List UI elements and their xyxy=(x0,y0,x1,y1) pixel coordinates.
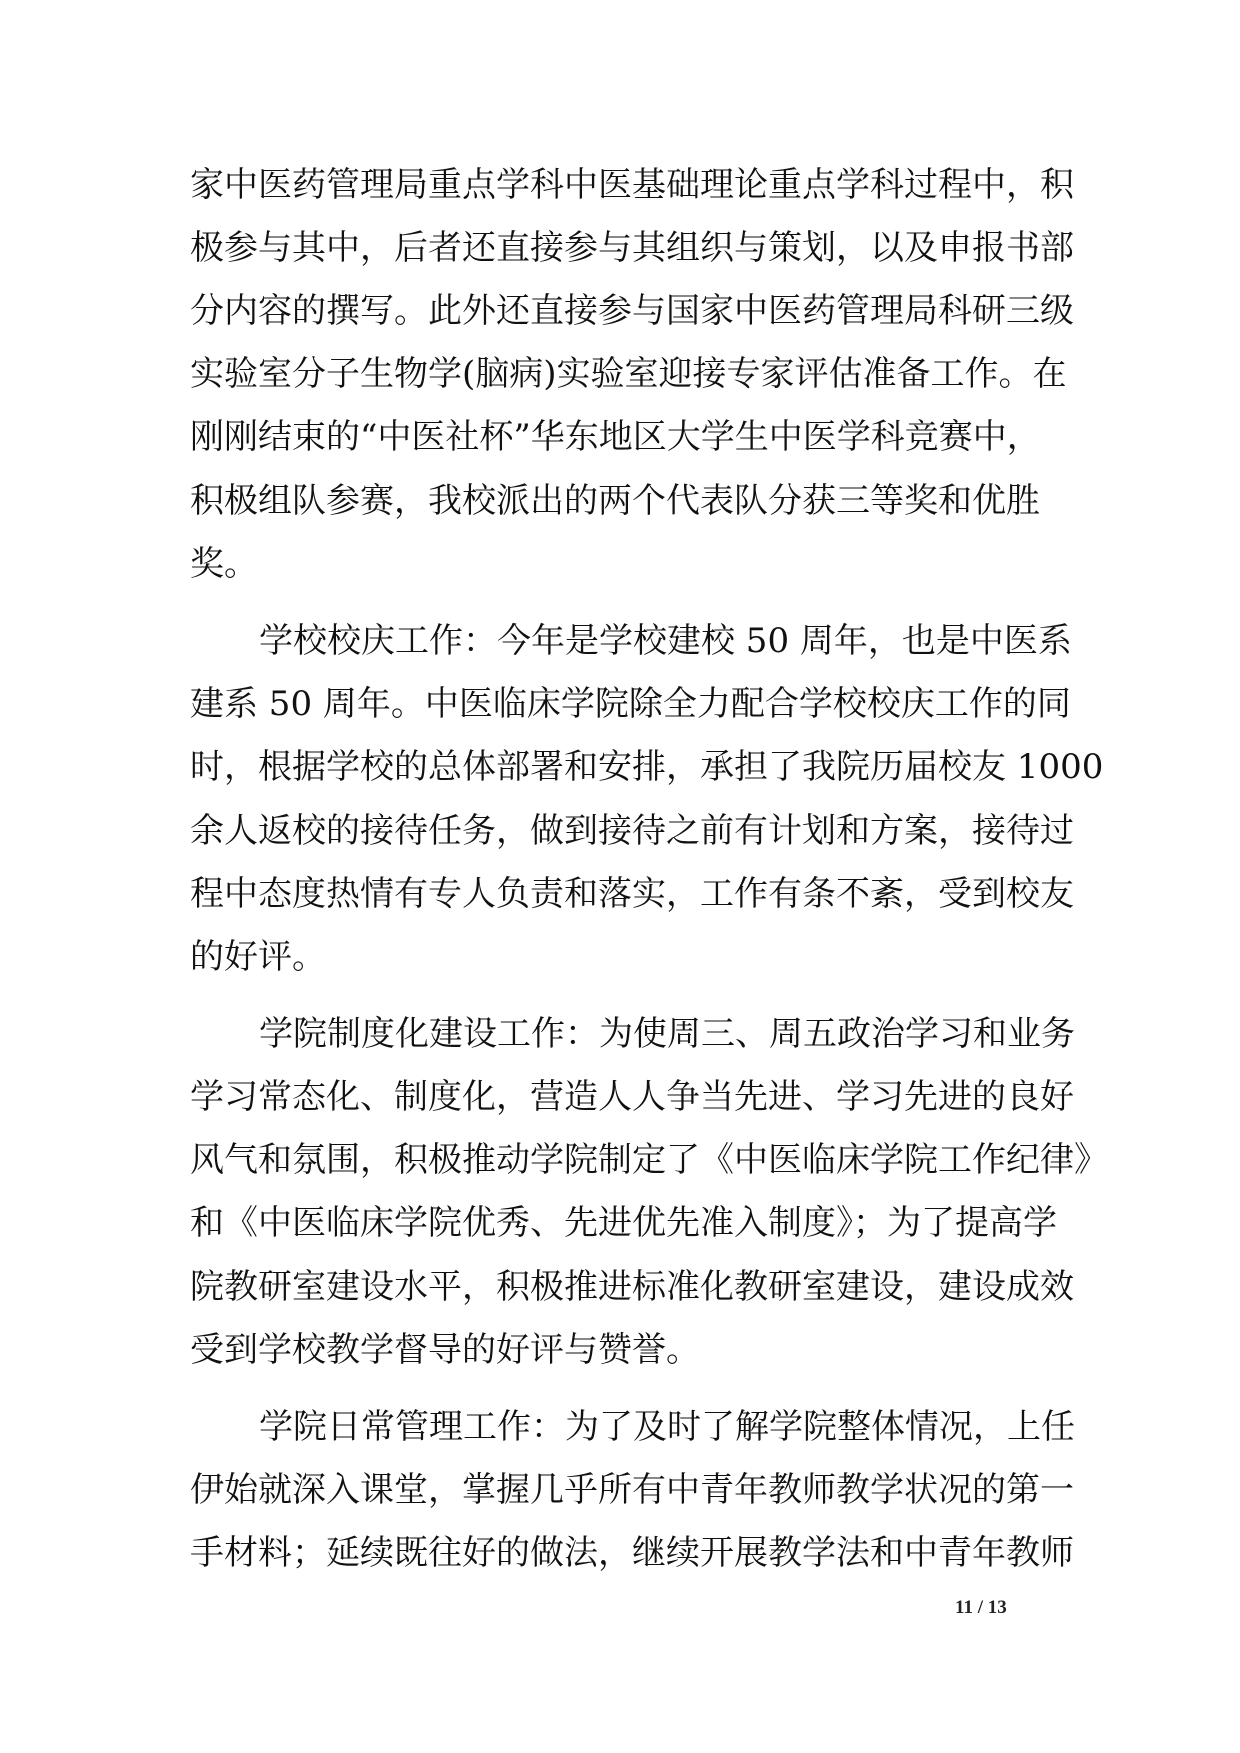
page-number: 11 / 13 xyxy=(955,1597,1007,1618)
text-line: 学习常态化、制度化，营造人人争当先进、学习先进的良好 xyxy=(190,1077,1074,1117)
text-line: 实验室分子生物学(脑病)实验室迎接专家评估准备工作。在 xyxy=(190,354,1067,394)
text-line: 的好评。 xyxy=(190,937,326,977)
text-line: 刚刚结束的“中医社杯”华东地区大学生中医学科竞赛中， xyxy=(190,417,1041,457)
paragraph-start-line: 学院制度化建设工作：为使周三、周五政治学习和业务 xyxy=(259,1014,1075,1054)
text-line: 院教研室建设水平，积极推进标准化教研室建设，建设成效 xyxy=(190,1267,1074,1307)
text-line: 奖。 xyxy=(190,544,258,584)
text-line: 建系 50 周年。中医临床学院除全力配合学校校庆工作的同 xyxy=(190,684,1071,724)
text-line: 程中态度热情有专人负责和落实，工作有条不紊，受到校友 xyxy=(190,874,1074,914)
text-line: 分内容的撰写。此外还直接参与国家中医药管理局科研三级 xyxy=(190,291,1074,331)
text-line: 时，根据学校的总体部署和安排，承担了我院历届校友 1000 xyxy=(190,747,1104,787)
text-line: 积极组队参赛，我校派出的两个代表队分获三等奖和优胜 xyxy=(190,481,1040,521)
text-line: 风气和氛围，积极推动学院制定了《中医临床学院工作纪律》 xyxy=(190,1140,1108,1180)
text-line: 手材料；延续既往好的做法，继续开展教学法和中青年教师 xyxy=(190,1533,1074,1573)
paragraph-start-line: 学院日常管理工作：为了及时了解学院整体情况，上任 xyxy=(259,1407,1075,1447)
text-line: 余人返校的接待任务，做到接待之前有计划和方案，接待过 xyxy=(190,811,1074,851)
text-line: 家中医药管理局重点学科中医基础理论重点学科过程中，积 xyxy=(190,165,1074,205)
text-line: 受到学校教学督导的好评与赞誉。 xyxy=(190,1330,700,1370)
paragraph-start-line: 学校校庆工作：今年是学校建校 50 周年，也是中医系 xyxy=(259,621,1072,661)
text-line: 伊始就深入课堂，掌握几乎所有中青年教师教学状况的第一 xyxy=(190,1470,1074,1510)
text-line: 极参与其中，后者还直接参与其组织与策划，以及申报书部 xyxy=(190,228,1074,268)
text-line: 和《中医临床学院优秀、先进优先准入制度》；为了提高学 xyxy=(190,1203,1057,1243)
